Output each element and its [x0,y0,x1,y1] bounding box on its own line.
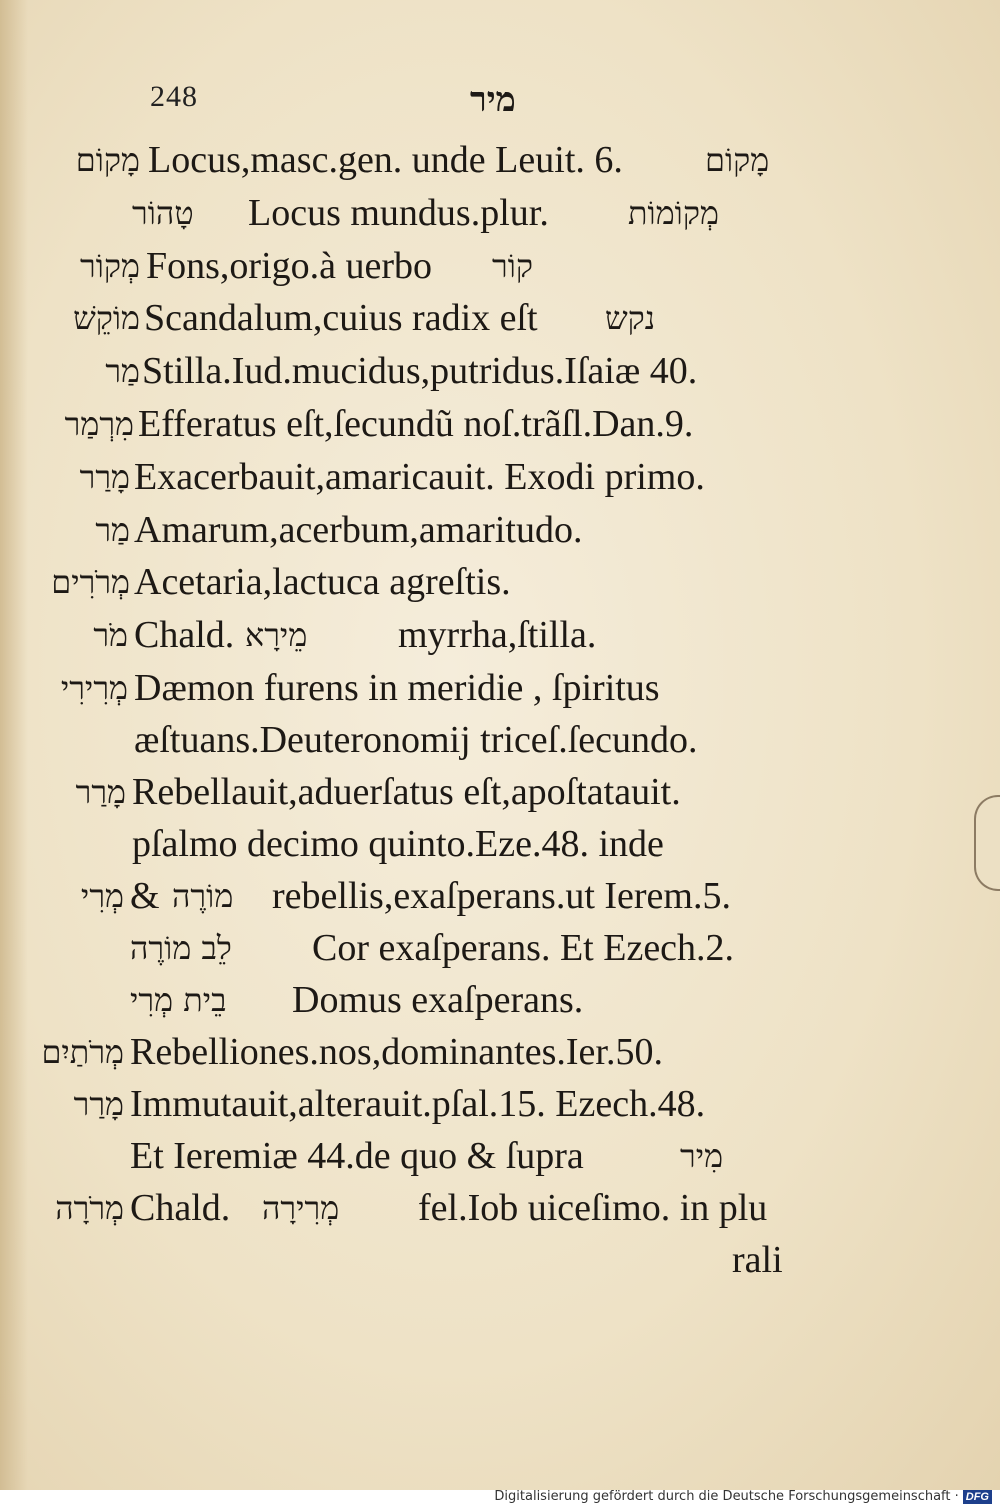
entry-lemma: מָקוֹם [75,141,140,179]
entry-text: Rebellauit,aduerſatus eſt,apoſtatauit. [132,771,681,813]
entry-lemma: מֹר [93,616,128,654]
entry-text: rali [732,1239,783,1281]
entry-text: Cor exaſperans. Et Ezech.2. [312,927,735,969]
entry-hebrew: מְרִירָה [262,1189,340,1227]
credit-text: Digitalisierung gefördert durch die Deutsche Forschungsgemeinschaft · [494,1489,959,1504]
entry-lemma: מָרַר [75,773,126,811]
entry-text: Fons,origo.à uerbo [146,245,433,287]
entry-lemma: מְרֹרִים [51,563,130,601]
entry-lemma: מְרֹרָה [55,1189,124,1227]
entry-lemma: מִרְמַר [64,405,134,443]
entry-text: pſalmo decimo quinto.Eze.48. inde [132,823,664,865]
entry-text: Stilla.Iud.mucidus,putridus.Iſaiæ 40. [142,350,698,392]
entry-lemma: מַר [95,511,130,549]
entry-text: & [130,875,160,917]
entry-hebrew: נקש [605,299,656,337]
entry-text: Dæmon furens in meridie , ſpiritus [134,667,660,709]
dfg-logo-icon: DFG [963,1490,992,1504]
entry-lemma: מוֹקֵשׁ [73,299,140,337]
entry-hebrew: מִיר [680,1137,724,1175]
entry-text: Scandalum,cuius radix eſt [144,297,538,339]
entry-text: Domus exaſperans. [292,979,584,1021]
entry-text: myrrha,ſtilla. [398,614,597,656]
entry-hebrew: מְקוֹמוֹת [628,194,719,232]
digitization-credit [494,1489,992,1504]
entry-lemma: מָרַר [79,458,130,496]
entry-lemma: מְקוֹר [80,247,140,285]
entry-text: Chald. [130,1187,231,1229]
entry-text: Rebelliones.nos,dominantes.Ier.50. [130,1031,663,1073]
entry-lemma: מְרִירִי [60,669,128,707]
entry-text: Immutauit,alterauit.pſal.15. Ezech.48. [130,1083,706,1125]
entry-text: rebellis,exaſperans.ut Ierem.5. [272,875,731,917]
entry-hebrew: בֵית מְרִי [130,981,227,1019]
running-head: מיר [470,80,516,120]
entry-hebrew: קוֹר [492,247,534,285]
entry-text: Acetaria,lactuca agreſtis. [134,561,511,603]
entry-hebrew: מָקוֹם [705,141,770,179]
entry-hebrew: לֵב מוֹרֶה [130,929,232,967]
entry-hebrew: מוֹרֶה [172,877,234,915]
entry-text: Efferatus eſt,ſecundũ noſ.trãſl.Dan.9. [138,403,694,445]
entry-hebrew: מֵירָא [245,616,308,654]
entry-lemma: מְרֹתַיִם [41,1033,124,1071]
page-number: 248 [150,80,198,113]
entry-text: æſtuans.Deuteronomij triceſ.ſecundo. [134,719,698,761]
entry-lemma: מְרִי [80,877,124,915]
entry-text: fel.Iob uiceſimo. in plu [418,1187,768,1229]
entry-text: Et Ieremiæ 44.de quo & ſupra [130,1135,584,1177]
entry-lemma: מַר [105,352,140,390]
entry-text: Chald. [134,614,235,656]
entry-text: Locus,masc.gen. unde Leuit. 6. [148,139,623,181]
entry-lemma: מָרַר [73,1085,124,1123]
entry-text: Exacerbauit,amaricauit. Exodi primo. [134,456,705,498]
entry-text: Locus mundus.plur. [248,192,549,234]
entry-hebrew: טָהוֹר [132,194,194,232]
entry-text: Amarum,acerbum,amaritudo. [134,509,583,551]
